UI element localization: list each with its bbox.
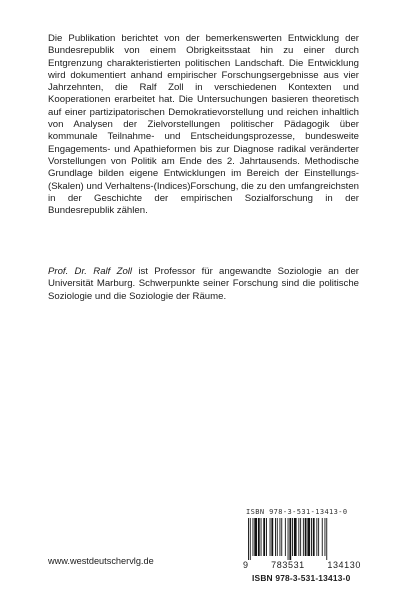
author-bio bbox=[48, 266, 359, 303]
author-bio-text: ist Professor für angewandte Soziologie an der Universität Marburg. Schwerpunkte seiner Forschung sind die politische Soziologie und die Soziologie der Räume. bbox=[48, 266, 359, 302]
barcode-bar bbox=[270, 518, 271, 556]
publisher-url[interactable]: www.westdeutschervlg.de bbox=[48, 556, 154, 566]
barcode-bar bbox=[281, 518, 282, 556]
barcode-bar bbox=[307, 518, 310, 556]
barcode-bar bbox=[280, 518, 281, 556]
barcode-bar bbox=[253, 518, 254, 556]
barcode-bar bbox=[325, 518, 326, 556]
barcode bbox=[246, 518, 358, 560]
barcode-digit-group-2: 134130 bbox=[327, 560, 361, 570]
isbn-label-bottom: ISBN 978-3-531-13413-0 bbox=[252, 573, 351, 583]
barcode-bar bbox=[288, 518, 289, 560]
book-description: Die Publikation berichtet von der bemerkenswerten Entwicklung der Bundesrepublik von einem Obrigkeitsstaat hin zu einer durch Entgrenzung charakteristierten politischen Landschaft. Die Entwicklung wird dokumentiert anhand empirischer Forschungsergebnisse aus vier Jahrzehnten, die Ralf Zoll in verschiedenen Kontexten und Kooperationen erarbeitet hat. Die Untersuchungen basieren theoretisch auf einer partizipatorischen Demokratievorstellung und reichen inhaltlich von Analysen der Zielvorstellungen politischer Pädagogik über kommunale Teilnahme- und Entscheidungsprozesse, bundesweite Engagements- und Apathieformen bis zur Diagnose radikal veränderter Vorstellungen von Politik am Ende des 2. Jahrtausends. Methodische Grundlage bilden eigene Entwicklungen im Bereich der Einstellungs-(Skalen) und Verhaltens-(Indices)Forschung, die zu den umfangreichsten in der Geschichte der empirischen Sozialforschung in der Bundesrepublik zählen. bbox=[48, 33, 359, 217]
author-name: Prof. Dr. Ralf Zoll bbox=[48, 266, 133, 277]
barcode-bar bbox=[298, 518, 299, 556]
barcode-bar bbox=[313, 518, 315, 556]
barcode-bar bbox=[250, 518, 251, 560]
barcode-bar bbox=[303, 518, 304, 556]
barcode-bar bbox=[258, 518, 260, 556]
barcode-bar bbox=[316, 518, 317, 556]
barcode-bar bbox=[305, 518, 307, 556]
barcode-bar bbox=[294, 518, 297, 556]
barcode-bar bbox=[326, 518, 327, 560]
barcode-bar bbox=[318, 518, 319, 556]
barcode-bar bbox=[285, 518, 286, 556]
barcode-digit-group-1: 783531 bbox=[271, 560, 305, 570]
barcode-bar bbox=[289, 518, 291, 560]
barcode-digits bbox=[243, 560, 361, 570]
barcode-bar bbox=[261, 518, 262, 556]
barcode-bar bbox=[271, 518, 273, 556]
barcode-bar bbox=[275, 518, 276, 556]
isbn-label-top: ISBN 978-3-531-13413-0 bbox=[246, 508, 348, 516]
barcode-bar bbox=[263, 518, 265, 556]
barcode-bar bbox=[266, 518, 267, 556]
barcode-bar bbox=[254, 518, 257, 556]
barcode-bar bbox=[311, 518, 312, 556]
barcode-bar bbox=[292, 518, 293, 556]
barcode-bar bbox=[300, 518, 301, 556]
barcode-bar bbox=[322, 518, 323, 556]
barcode-bar bbox=[248, 518, 249, 560]
barcode-digit-lead: 9 bbox=[243, 560, 249, 570]
barcode-bar bbox=[277, 518, 278, 556]
